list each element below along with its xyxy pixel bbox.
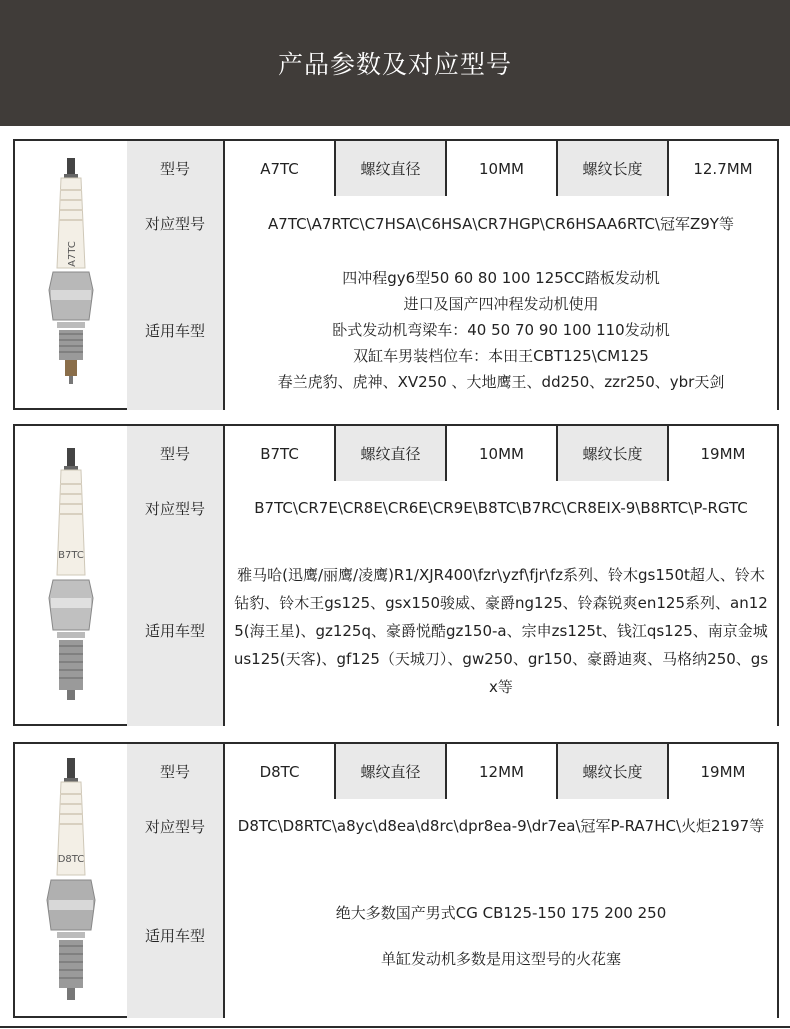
thread-length-value: 12.7MM <box>669 141 777 196</box>
label-vehicles: 适用车型 <box>127 250 225 410</box>
spark-plug-icon <box>31 440 111 710</box>
vehicle-line: 卧式发动机弯梁车：40 50 70 90 100 110发动机 <box>332 321 670 339</box>
vehicle-line: 春兰虎豹、虎神、XV250 、大地鹰王、dd250、zzr250、ybr天剑 <box>277 373 725 391</box>
vehicle-line: 绝大多数国产男式CG CB125-150 175 200 250 <box>335 903 667 922</box>
page-header <box>0 0 790 126</box>
spark-plug-image <box>15 426 129 724</box>
vehicle-line: 单缸发动机多数是用这型号的火花塞 <box>380 949 621 968</box>
label-vehicles: 适用车型 <box>127 535 225 726</box>
vehicle-line: 双缸车男装档位车：本田王CBT125\CM125 <box>353 347 649 365</box>
spark-plug-image <box>15 141 129 408</box>
label-model: 型号 <box>127 744 225 799</box>
compatible-models: B7TC\CR7E\CR8E\CR6E\CR9E\B8TC\B7RC\CR8EIX-9\B8RTC\P-RGTC <box>225 481 777 535</box>
spark-plug-icon <box>31 150 111 400</box>
thread-diameter-value: 12MM <box>447 744 558 799</box>
vehicle-line: 四冲程gy6型50 60 80 100 125CC踏板发动机 <box>342 269 660 287</box>
label-thread-diameter: 螺纹直径 <box>336 426 447 481</box>
spark-plug-icon <box>31 750 111 1010</box>
model-value: B7TC <box>225 426 336 481</box>
label-model: 型号 <box>127 426 225 481</box>
vehicle-line: 进口及国产四冲程发动机使用 <box>403 295 599 313</box>
label-compatible: 对应型号 <box>127 196 225 250</box>
label-thread-length: 螺纹长度 <box>558 141 669 196</box>
plug-model-text: A7TC <box>67 240 78 267</box>
plug-model-text: B7TC <box>58 550 84 561</box>
thread-length-value: 19MM <box>669 744 777 799</box>
label-model: 型号 <box>127 141 225 196</box>
label-thread-length: 螺纹长度 <box>558 744 669 799</box>
product-block-b7tc <box>13 424 779 726</box>
thread-diameter-value: 10MM <box>447 426 558 481</box>
compatible-models: A7TC\A7RTC\C7HSA\C6HSA\CR7HGP\CR6HSAA6RTC\冠军Z9Y等 <box>225 196 777 250</box>
spark-plug-image <box>15 744 129 1016</box>
applicable-vehicles: 雅马哈(迅鹰/丽鹰/凌鹰)R1/XJR400\fzr\yzf\fjr\fz系列、铃木gs150t超人、铃木钻豹、铃木王gs125、gsx150骏威、豪爵ng125、铃森锐爽en125系列、an125(海王星)、gz125q、豪爵悦酷gz150-a、宗申zs125t、钱江qs125、南京金城us125(天客)、gf125（天城刀）、gw250、gr150、豪爵迪爽、马格纳250、gsx等 <box>225 535 777 726</box>
label-thread-diameter: 螺纹直径 <box>336 744 447 799</box>
page-title: 产品参数及对应型号 <box>277 50 512 79</box>
label-compatible: 对应型号 <box>127 799 225 853</box>
model-value: A7TC <box>225 141 336 196</box>
label-vehicles: 适用车型 <box>127 853 225 1018</box>
product-block-a7tc <box>13 139 779 410</box>
model-value: D8TC <box>225 744 336 799</box>
compatible-models: D8TC\D8RTC\a8yc\d8ea\d8rc\dpr8ea-9\dr7ea\冠军P-RA7HC\火炬2197等 <box>225 799 777 853</box>
applicable-vehicles <box>225 853 777 1018</box>
thread-diameter-value: 10MM <box>447 141 558 196</box>
product-block-d8tc <box>13 742 779 1018</box>
label-thread-length: 螺纹长度 <box>558 426 669 481</box>
thread-length-value: 19MM <box>669 426 777 481</box>
applicable-vehicles <box>225 250 777 410</box>
plug-model-text: D8TC <box>57 854 85 865</box>
label-compatible: 对应型号 <box>127 481 225 535</box>
bottom-divider <box>0 1026 790 1028</box>
label-thread-diameter: 螺纹直径 <box>336 141 447 196</box>
